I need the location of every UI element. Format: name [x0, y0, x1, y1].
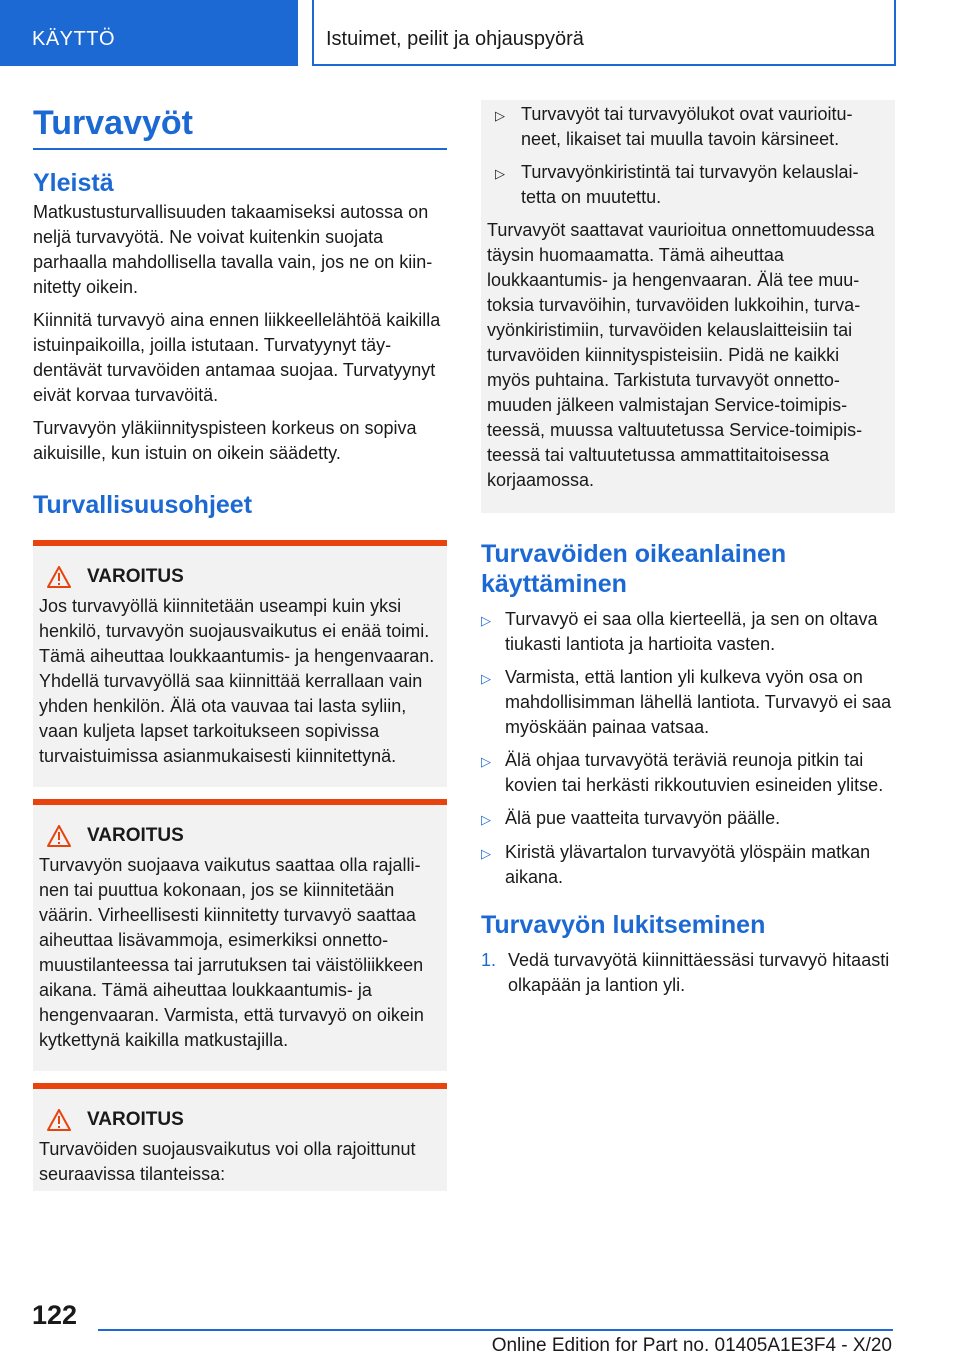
header — [0, 0, 960, 66]
warning-text: Turvavöiden suojausvaikutus voi olla rajoittunut seuraavissa tilanteissa: — [39, 1139, 416, 1184]
warning-text: Turvavyön suojaava vaikutus saattaa olla rajallinen tai puuttua kokonaan, jos se kiinnitetään väärin. Virheellisesti kiinnitetty turvavyö saattaa aiheuttaa lisävammoja, esimerkiksi onnettomuustilanteessa tai jarrutuksen tai väistöliikkeen aikana. Tämä aiheuttaa loukkaantumis- ja hengenvaaran. Varmista, että turvavyö on oikein kytkettynä kaikilla matkustajilla. — [39, 855, 424, 1050]
warning-label: VAROITUS — [87, 566, 184, 587]
warning-box-1 — [33, 540, 447, 787]
general-heading: Yleistä — [33, 169, 114, 197]
general-paragraph-1: Matkustusturvallisuuden takaamiseksi autossa on neljä turvavyötä. Ne voivat kuitenkin suojata parhaalla mahdollisella tavalla vain, jos ne on kiinnitetty oikein. — [33, 202, 433, 297]
triangle-bullet-icon: ▷ — [495, 166, 505, 181]
warning-icon — [47, 1109, 71, 1131]
list-item: ▷ Turvavyöt tai turvavyölukot ovat vaurioituneet, likaiset tai muulla tavoin kärsineet. — [487, 102, 885, 152]
right-column — [481, 100, 895, 998]
list-item: ▷ Kiristä ylävartalon turvavyötä ylöspäin matkan aikana. — [481, 840, 895, 890]
list-item: ▷ Älä pue vaatteita turvavyön päälle. — [481, 806, 895, 832]
list-item: ▷ Turvavyönkiristintä tai turvavyön kelauslaitetta on muutettu. — [487, 160, 885, 210]
footer-divider — [98, 1329, 893, 1331]
page-title: Turvavyöt — [33, 100, 447, 150]
triangle-bullet-icon: ▷ — [481, 812, 491, 827]
list-item: ▷ Turvavyö ei saa olla kierteellä, ja sen on oltava tiukasti lantiota ja hartioita vasten. — [481, 607, 895, 657]
list-item: ▷ Varmista, että lantion yli kulkeva vyön osa on mahdollisimman lähellä lantiota. Turvavyö ei saa myöskään painaa vatsaa. — [481, 665, 895, 740]
step-item: 1. Vedä turvavyötä kiinnittäessäsi turvavyö hitaasti olkapään ja lantion yli. — [481, 950, 890, 995]
general-paragraph-3: Turvavyön yläkiinnityspisteen korkeus on sopiva aikuisille, kun istuin on oikein säädetty. — [33, 418, 417, 463]
warning-continued-text: Turvavyöt saattavat vaurioitua onnettomuudessa täysin huomaamatta. Tämä aiheuttaa loukkaantumis- ja hengenvaaran. Älä tee muutoksia turvavöihin, turvavöiden lukkoihin, turvavyönkiristimiin, turvavöiden kelauslaitteisiin tai turvavöiden kiinnityspisteisiin. Pidä ne kaikki myös puhtaina. Tarkistuta turvavyöt onnettomuuden jälkeen valmistajan Service-toimipisteessä, muussa valtuutetussa Service-toimipisteessä tai valtuutetussa ammattitaitoisessa korjaamossa. — [487, 220, 875, 490]
general-paragraph-2: Kiinnitä turvavyö aina ennen liikkeellelähtöä kaikilla istuinpaikoilla, joilla istutaan. Turvatyynyt täydentävät turvavöiden antamaa suojaa. Turvatyynyt eivät korvaa turvavöitä. — [33, 310, 441, 405]
usage-heading: Turvavöiden oikeanlainen käyttäminen — [481, 540, 787, 598]
warning-label: VAROITUS — [87, 825, 184, 846]
triangle-bullet-icon: ▷ — [481, 754, 491, 769]
triangle-bullet-icon: ▷ — [495, 108, 505, 123]
warning-box-2 — [33, 799, 447, 1071]
list-item: ▷ Älä ohjaa turvavyötä teräviä reunoja pitkin tai kovien tai herkästi rikkoutuvien esineiden ylitse. — [481, 748, 895, 798]
warning-icon — [47, 566, 71, 588]
warning-box-3 — [33, 1083, 447, 1191]
chapter-tab[interactable]: Istuimet, peilit ja ohjauspyörä — [312, 0, 896, 66]
triangle-bullet-icon: ▷ — [481, 613, 491, 628]
edition-text[interactable]: Online Edition for Part no. 01405A1E3F4 - X/20 — [491, 1335, 892, 1356]
lock-heading: Turvavyön lukitseminen — [481, 911, 766, 939]
triangle-bullet-icon: ▷ — [481, 846, 491, 861]
safety-heading: Turvallisuusohjeet — [33, 491, 253, 519]
page-number: 122 — [32, 1300, 78, 1330]
triangle-bullet-icon: ▷ — [481, 671, 491, 686]
section-tab[interactable]: KÄYTTÖ — [0, 0, 298, 66]
warning-box-3-continued — [481, 100, 895, 513]
left-column — [33, 100, 447, 1191]
warning-icon — [47, 825, 71, 847]
warning-text: Jos turvavyöllä kiinnitetään useampi kuin yksi henkilö, turvavyön suojausvaikutus ei enää toimi. Tämä aiheuttaa loukkaantumis- ja hengenvaaran. Yhdellä turvavyöllä saa kiinnittää kerrallaan vain yhden henkilön. Älä ota vauvaa tai lasta syliin, vaan kuljeta lapset tarkoitukseen sopivissa turvaistuimissa asianmukaisesti kiinnitettynä. — [39, 596, 435, 766]
warning-label: VAROITUS — [87, 1109, 184, 1130]
